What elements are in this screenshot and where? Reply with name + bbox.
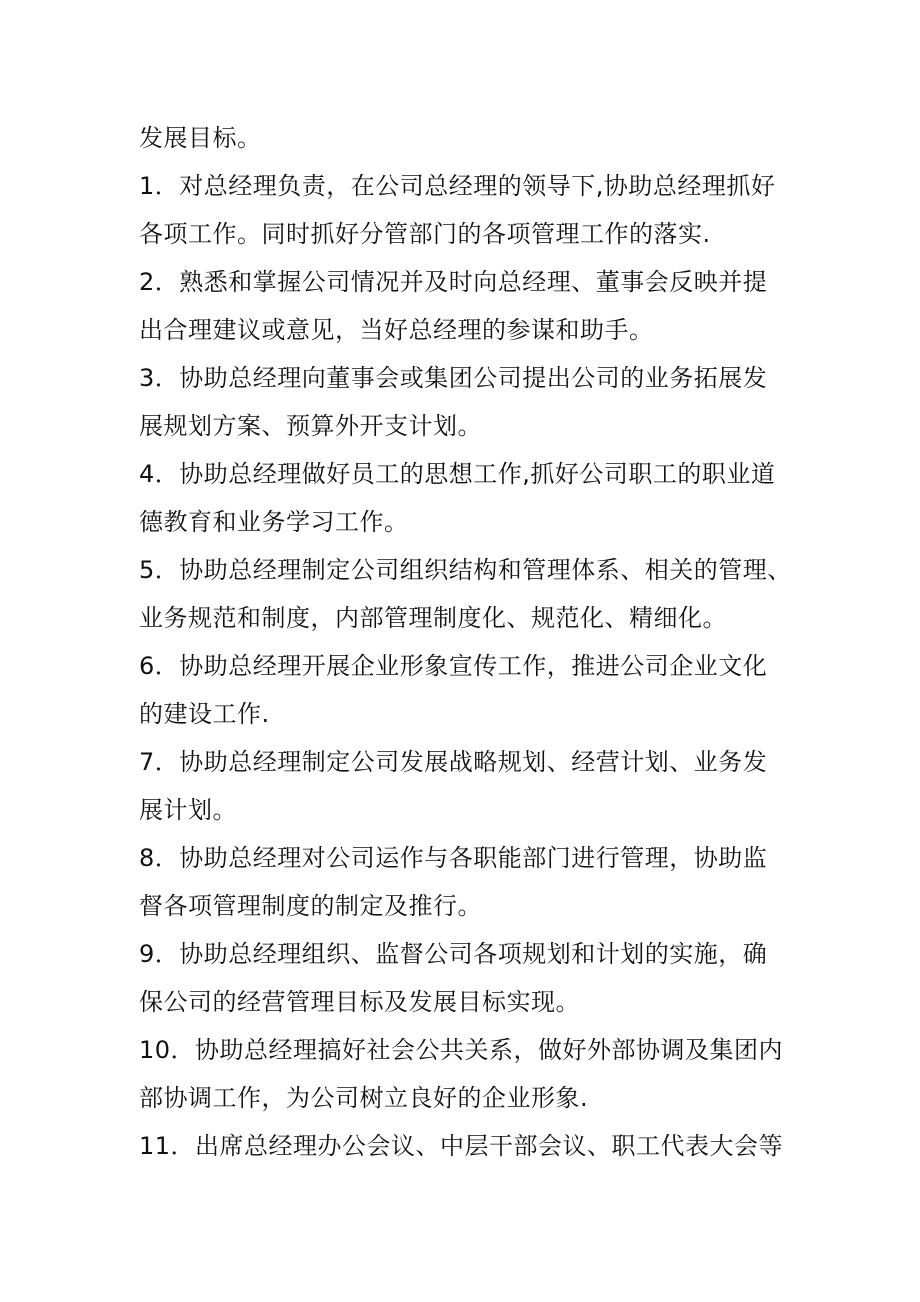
text-line-13: 的建设工作. — [139, 700, 270, 728]
text-line-3: 各项工作。同时抓好分管部门的各项管理工作的落实. — [139, 220, 711, 248]
text-line-12: 6．协助总经理开展企业形象宣传工作，推进公司企业文化 — [139, 652, 768, 680]
text-line-2: 1．对总经理负责，在公司总经理的领导下,协助总经理抓好 — [139, 172, 776, 200]
text-line-15: 展计划。 — [139, 796, 237, 824]
text-line-20: 10．协助总经理搞好社会公共关系，做好外部协调及集团内 — [139, 1036, 784, 1064]
text-line-9: 德教育和业务学习工作。 — [139, 508, 409, 536]
text-line-6: 3．协助总经理向董事会或集团公司提出公司的业务拓展发 — [139, 364, 768, 392]
text-line-4: 2．熟悉和掌握公司情况并及时向总经理、董事会反映并提 — [139, 268, 768, 296]
document-body — [139, 114, 792, 1170]
text-line-19: 保公司的经营管理目标及发展目标实现。 — [139, 988, 580, 1016]
text-line-16: 8．协助总经理对公司运作与各职能部门进行管理，协助监 — [139, 844, 768, 872]
text-line-18: 9．协助总经理组织、监督公司各项规划和计划的实施，确 — [139, 940, 768, 968]
text-line-10: 5．协助总经理制定公司组织结构和管理体系、相关的管理、 — [139, 556, 792, 584]
text-line-11: 业务规范和制度，内部管理制度化、规范化、精细化。 — [139, 604, 727, 632]
text-line-17: 督各项管理制度的制定及推行。 — [139, 892, 482, 920]
text-line-22: 11．出席总经理办公会议、中层干部会议、职工代表大会等 — [139, 1132, 784, 1160]
text-line-5: 出合理建议或意见，当好总经理的参谋和助手。 — [139, 316, 654, 344]
text-line-14: 7．协助总经理制定公司发展战略规划、经营计划、业务发 — [139, 748, 768, 776]
text-line-1: 发展目标。 — [139, 124, 262, 152]
text-line-7: 展规划方案、预算外开支计划。 — [139, 412, 482, 440]
text-line-8: 4．协助总经理做好员工的思想工作,抓好公司职工的职业道 — [139, 460, 776, 488]
text-line-21: 部协调工作，为公司树立良好的企业形象. — [139, 1084, 589, 1112]
